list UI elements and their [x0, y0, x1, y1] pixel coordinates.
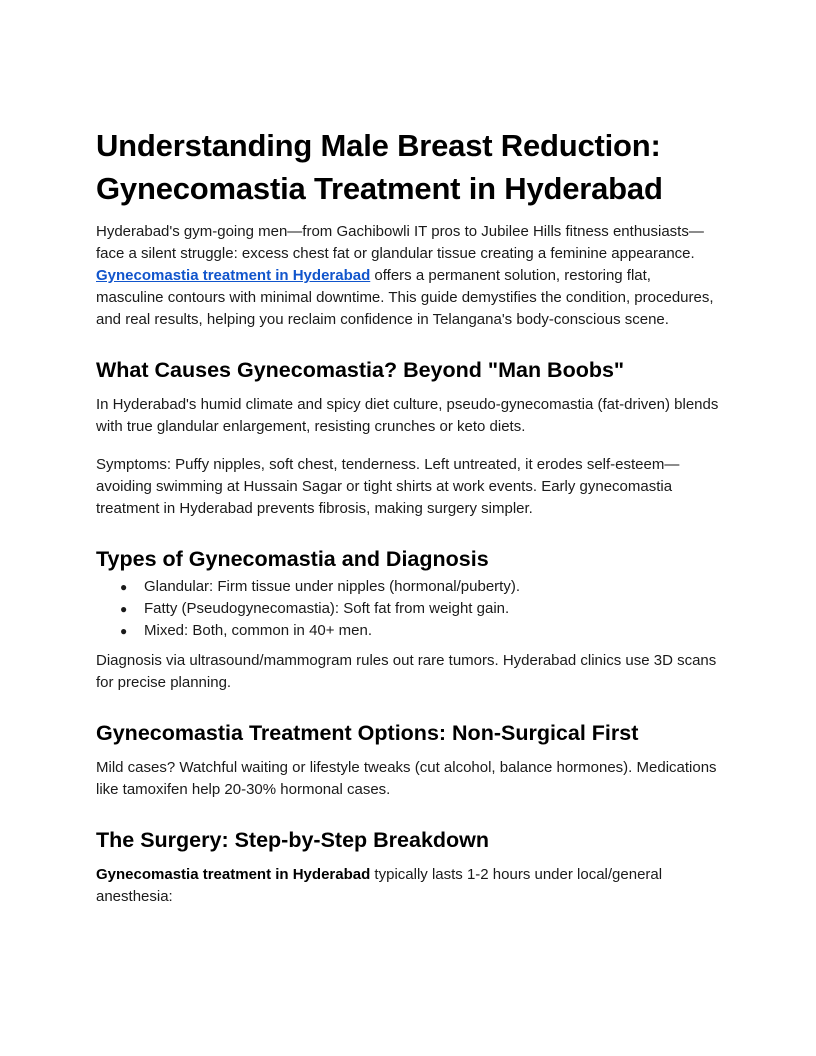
section-heading-options: Gynecomastia Treatment Options: Non-Surgical First [96, 721, 639, 745]
bullet-icon: ● [120, 624, 128, 638]
intro-paragraph [96, 221, 720, 331]
intro-text-before-link: Hyderabad's gym-going men—from Gachibowli IT pros to Jubilee Hills fitness enthusiasts—face a silent struggle: excess chest fat or glandular tissue creating a feminine appearance. [96, 223, 704, 262]
types-list [96, 576, 720, 642]
surgery-paragraph [96, 864, 720, 908]
title-line-1: Understanding Male Breast Reduction: [96, 128, 661, 163]
intro-text-after-link: offers a permanent solution, restoring flat, masculine contours with minimal downtime. This guide demystifies the condition, procedures, and real results, helping you reclaim confidence in Telangana's body-conscious scene. [96, 267, 714, 328]
list-item-text: Mixed: Both, common in 40+ men. [144, 622, 373, 639]
diagnosis-paragraph: Diagnosis via ultrasound/mammogram rules out rare tumors. Hyderabad clinics use 3D scans for precise planning. [96, 652, 717, 691]
section-heading-causes: What Causes Gynecomastia? Beyond "Man Boobs" [96, 358, 625, 382]
surgery-bold-lead: Gynecomastia treatment in Hyderabad [96, 866, 371, 883]
document-page [96, 124, 720, 908]
surgery-text: typically lasts 1-2 hours under local/general anesthesia: [96, 866, 663, 905]
causes-paragraph-1: In Hyderabad's humid climate and spicy diet culture, pseudo-gynecomastia (fat-driven) blends with true glandular enlargement, resisting crunches or keto diets. [96, 396, 719, 435]
page-title [96, 124, 720, 210]
title-line-2: Gynecomastia Treatment in Hyderabad [96, 171, 663, 206]
list-item [96, 620, 720, 642]
section-heading-surgery: The Surgery: Step-by-Step Breakdown [96, 828, 490, 852]
list-item [96, 576, 720, 598]
causes-paragraph-2: Symptoms: Puffy nipples, soft chest, tenderness. Left untreated, it erodes self-esteem—avoiding swimming at Hussain Sagar or tight shirts at work events. Early gynecomastia treatment in Hyderabad prevents fibrosis, making surgery simpler. [96, 456, 680, 517]
gynecomastia-treatment-link[interactable]: Gynecomastia treatment in Hyderabad [96, 267, 371, 284]
bullet-icon: ● [120, 580, 128, 594]
list-item [96, 598, 720, 620]
section-heading-types: Types of Gynecomastia and Diagnosis [96, 547, 489, 571]
bullet-icon: ● [120, 602, 128, 616]
options-paragraph: Mild cases? Watchful waiting or lifestyle tweaks (cut alcohol, balance hormones). Medications like tamoxifen help 20-30% hormonal cases. [96, 759, 717, 798]
list-item-text: Fatty (Pseudogynecomastia): Soft fat from weight gain. [144, 600, 510, 617]
list-item-text: Glandular: Firm tissue under nipples (hormonal/puberty). [144, 578, 521, 595]
